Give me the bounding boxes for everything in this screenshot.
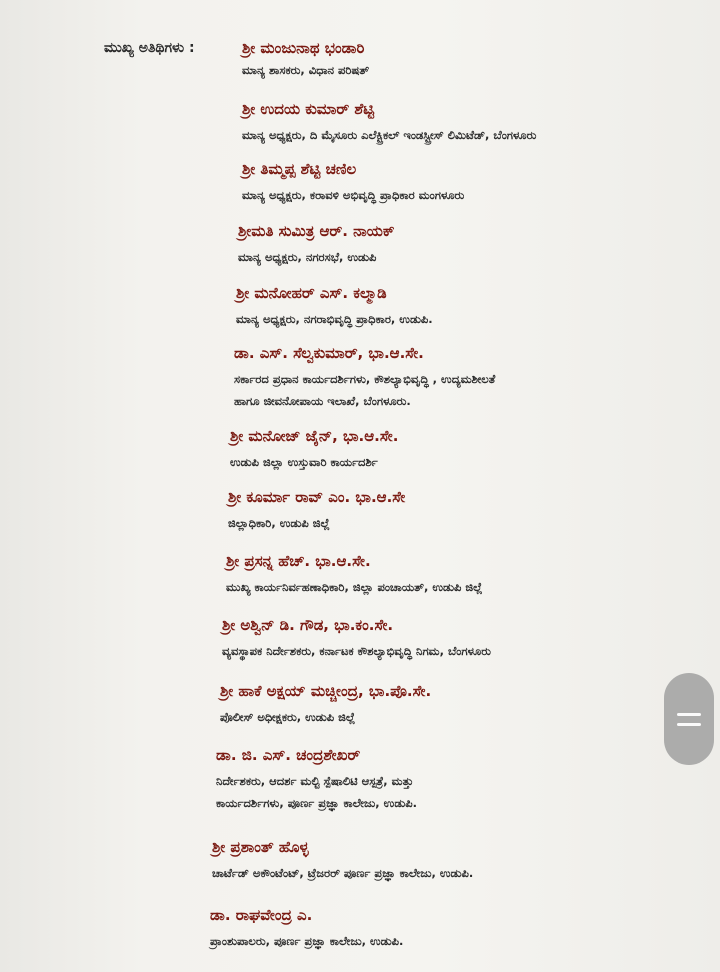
guest-designation: ಮಾನ್ಯ ಶಾಸಕರು, ವಿಧಾನ ಪರಿಷತ್ (242, 63, 370, 77)
guest-designation: ಮುಖ್ಯ ಕಾರ್ಯನಿರ್ವಹಣಾಧಿಕಾರಿ, ಜಿಲ್ಲಾ ಪಂಚಾಯತ್, ಉಡುಪಿ ಜಿಲ್ಲೆ (226, 580, 483, 594)
chief-guests-heading: ಮುಖ್ಯ ಅತಿಥಿಗಳು : (104, 40, 195, 56)
guest-designation: ಪೊಲೀಸ್ ಅಧೀಕ್ಷಕರು, ಉಡುಪಿ ಜಿಲ್ಲೆ (220, 710, 356, 724)
drag-handle-icon (677, 723, 701, 726)
guest-name: ಶ್ರೀ ಪ್ರಸನ್ನ ಹೆಚ್. ಭಾ.ಆ.ಸೇ. (226, 552, 371, 570)
guest-entry (210, 905, 403, 951)
guest-entry (226, 551, 482, 597)
scroll-handle[interactable] (664, 673, 714, 765)
guest-entry (220, 681, 431, 727)
guest-entry (238, 221, 394, 267)
guest-designation: ಸರ್ಕಾರದ ಪ್ರಧಾನ ಕಾರ್ಯದರ್ಶಿಗಳು, ಕೌಶಲ್ಯಾಭಿವೃದ್ಧಿ , ಉದ್ಯಮಶೀಲತೆ (234, 372, 496, 386)
guest-designation: ಜಿಲ್ಲಾಧಿಕಾರಿ, ಉಡುಪಿ ಜಿಲ್ಲೆ (228, 516, 330, 530)
guest-designation: ಪ್ರಾಂಶುಪಾಲರು, ಪೂರ್ಣ ಪ್ರಜ್ಞಾ ಕಾಲೇಜು, ಉಡುಪಿ. (210, 934, 404, 948)
guest-name: ಶ್ರೀ ಪ್ರಶಾಂತ್ ಹೊಳ್ಳ (212, 838, 309, 856)
guest-designation: ಮಾನ್ಯ ಅಧ್ಯಕ್ಷರು, ನಗರಾಭಿವೃದ್ಧಿ ಪ್ರಾಧಿಕಾರ, ಉಡುಪಿ. (236, 312, 433, 326)
guest-name: ಡಾ. ರಾಘವೇಂದ್ರ ಎ. (210, 906, 313, 924)
guest-name: ಶ್ರೀ ಮನೋಜ್ ಜೈನ್, ಭಾ.ಆ.ಸೇ. (230, 427, 399, 445)
guest-entry (242, 159, 464, 205)
guest-entry (234, 343, 495, 411)
guest-name: ಶ್ರೀಮತಿ ಸುಮಿತ್ರ ಆರ್. ನಾಯಕ್ (238, 222, 395, 240)
guest-entry (242, 99, 536, 145)
guest-entry (228, 487, 405, 533)
drag-handle-icon (677, 713, 701, 716)
guest-designation: ಮಾನ್ಯ ಅಧ್ಯಕ್ಷರು, ದಿ ಮೈಸೂರು ಎಲೆಕ್ಟ್ರಿಕಲ್ ಇಂಡಸ್ಟ್ರೀಸ್ ಲಿಮಿಟೆಡ್, ಬೆಂಗಳೂರು (242, 128, 537, 142)
guest-designation: ನಿರ್ದೇಶಕರು, ಆದರ್ಶ ಮಲ್ಟಿ ಸ್ಪೆಷಾಲಿಟಿ ಆಸ್ಪತ್ರೆ, ಮತ್ತು (216, 774, 414, 788)
guest-name: ಶ್ರೀ ಉದಯ ಕುಮಾರ್ ಶೆಟ್ಟಿ (242, 100, 375, 118)
guest-entry (212, 837, 473, 883)
guest-name: ಶ್ರೀ ಮಂಜುನಾಥ ಭಂಡಾರಿ (242, 39, 365, 57)
guest-name: ಶ್ರೀ ತಿಮ್ಮಪ್ಪ ಶೆಟ್ಟಿ ಚಣಿಲ (242, 160, 357, 178)
guest-entry (236, 283, 433, 329)
guest-designation: ಹಾಗೂ ಜೀವನೋಪಾಯ ಇಲಾಖೆ, ಬೆಂಗಳೂರು. (234, 394, 411, 408)
guest-name: ಶ್ರೀ ಅಶ್ವಿನ್ ಡಿ. ಗೌಡ, ಭಾ.ಕಂ.ಸೇ. (222, 616, 394, 634)
guest-designation: ಕಾರ್ಯದರ್ಶಿಗಳು, ಪೂರ್ಣ ಪ್ರಜ್ಞಾ ಕಾಲೇಜು, ಉಡುಪಿ. (216, 796, 418, 810)
guest-entry (242, 38, 369, 80)
guest-designation: ಚಾರ್ಟೆಡ್ ಅಕೌಂಟೆಂಟ್, ಟ್ರೆಜರರ್ ಪೂರ್ಣ ಪ್ರಜ್ಞಾ ಕಾಲೇಜು, ಉಡುಪಿ. (212, 866, 474, 880)
guest-designation: ಉಡುಪಿ ಜಿಲ್ಲಾ ಉಸ್ತುವಾರಿ ಕಾರ್ಯದರ್ಶಿ (230, 455, 378, 469)
guest-name: ಡಾ. ಜಿ. ಎಸ್. ಚಂದ್ರಶೇಖರ್ (216, 746, 361, 764)
guest-entry (222, 615, 491, 661)
guest-name: ಡಾ. ಎಸ್. ಸೆಲ್ವಕುಮಾರ್, ಭಾ.ಆ.ಸೇ. (234, 344, 424, 362)
guest-designation: ಮಾನ್ಯ ಅಧ್ಯಕ್ಷರು, ಕರಾವಳಿ ಅಭಿವೃದ್ಧಿ ಪ್ರಾಧಿಕಾರ ಮಂಗಳೂರು (242, 188, 465, 202)
guest-designation: ಮಾನ್ಯ ಅಧ್ಯಕ್ಷರು, ನಗರಸಭೆ, ಉಡುಪಿ (238, 250, 377, 264)
guest-entry (230, 426, 398, 472)
guest-name: ಶ್ರೀ ಕೂರ್ಮಾ ರಾವ್ ಎಂ. ಭಾ.ಆ.ಸೇ (228, 488, 406, 506)
guest-entry (216, 745, 417, 813)
guest-designation: ವ್ಯವಸ್ಥಾಪಕ ನಿರ್ದೇಶಕರು, ಕರ್ನಾಟಕ ಕೌಶಲ್ಯಾಭಿವೃದ್ಧಿ ನಿಗಮ, ಬೆಂಗಳೂರು (222, 644, 491, 658)
guest-name: ಶ್ರೀ ಹಾಕೆ ಅಕ್ಷಯ್ ಮಚ್ಚೀಂದ್ರ, ಭಾ.ಪೊ.ಸೇ. (220, 682, 432, 700)
guest-name: ಶ್ರೀ ಮನೋಹರ್ ಎಸ್. ಕಲ್ಮಾಡಿ (236, 284, 387, 302)
